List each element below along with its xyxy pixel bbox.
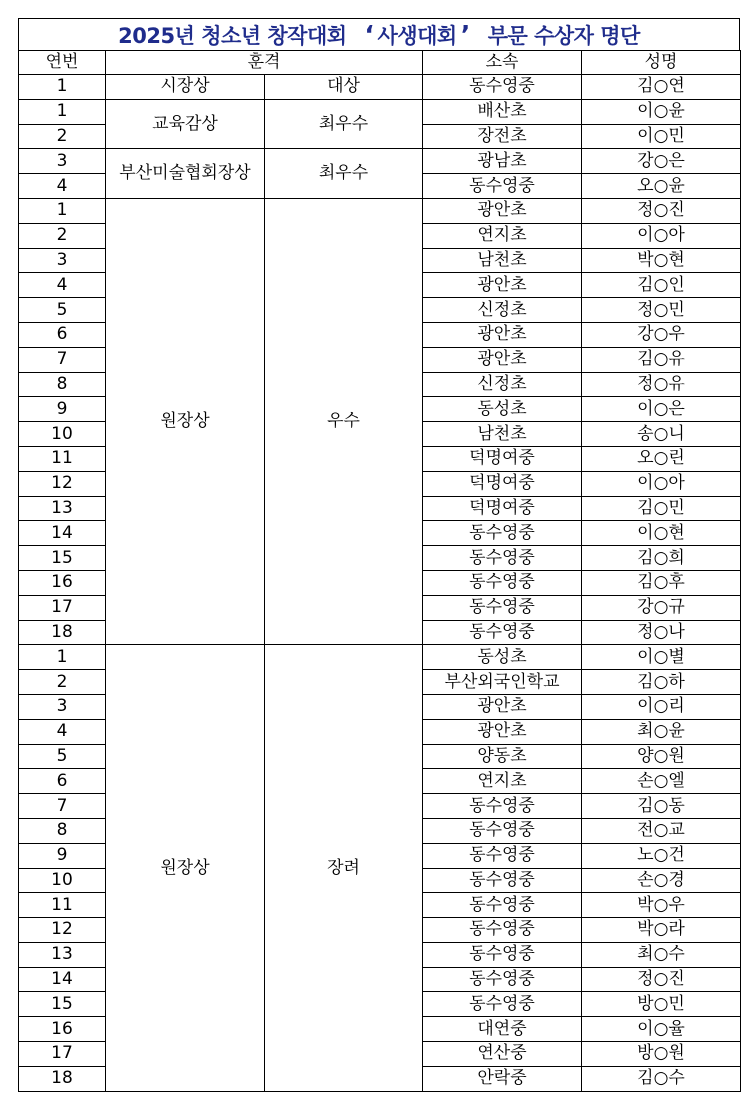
row-number: 13: [19, 942, 106, 967]
award-grade: 장려: [265, 645, 423, 1091]
table-row: [19, 75, 741, 100]
row-number: 6: [19, 769, 106, 794]
school-cell: 대연중: [423, 1017, 582, 1042]
name-cell: 정○유: [582, 372, 741, 397]
name-cell: 이○윤: [582, 99, 741, 124]
school-cell: 덕명여중: [423, 446, 582, 471]
award-title: 부산미술협회장상: [106, 149, 265, 199]
header-number: 연번: [19, 51, 106, 75]
row-number: 3: [19, 694, 106, 719]
name-cell: 김○민: [582, 496, 741, 521]
row-number: 4: [19, 273, 106, 298]
header-school: 소속: [423, 51, 582, 75]
title-quote-close: ’: [460, 20, 470, 49]
name-cell: 정○민: [582, 298, 741, 323]
award-title: 원장상: [106, 198, 265, 644]
school-cell: 덕명여중: [423, 471, 582, 496]
school-cell: 광안초: [423, 347, 582, 372]
row-number: 14: [19, 521, 106, 546]
row-number: 16: [19, 1017, 106, 1042]
school-cell: 동수영중: [423, 174, 582, 199]
award-grade: 대상: [265, 75, 423, 100]
name-cell: 김○연: [582, 75, 741, 100]
school-cell: 신정초: [423, 372, 582, 397]
name-cell: 이○은: [582, 397, 741, 422]
name-cell: 전○교: [582, 818, 741, 843]
school-cell: 동수영중: [423, 843, 582, 868]
school-cell: 동수영중: [423, 75, 582, 100]
award-grade: 최우수: [265, 99, 423, 149]
name-cell: 박○우: [582, 893, 741, 918]
row-number: 8: [19, 372, 106, 397]
school-cell: 동수영중: [423, 546, 582, 571]
row-number: 7: [19, 347, 106, 372]
name-cell: 김○동: [582, 794, 741, 819]
header-name: 성명: [582, 51, 741, 75]
row-number: 1: [19, 645, 106, 670]
name-cell: 이○민: [582, 124, 741, 149]
row-number: 1: [19, 75, 106, 100]
row-number: 16: [19, 570, 106, 595]
name-cell: 이○현: [582, 521, 741, 546]
school-cell: 부산외국인학교: [423, 670, 582, 695]
name-cell: 양○원: [582, 744, 741, 769]
row-number: 15: [19, 992, 106, 1017]
header-row: [19, 51, 741, 75]
school-cell: 광안초: [423, 273, 582, 298]
table-row: [19, 99, 741, 124]
row-number: 4: [19, 719, 106, 744]
school-cell: 신정초: [423, 298, 582, 323]
row-number: 5: [19, 298, 106, 323]
page-title: [18, 18, 740, 50]
name-cell: 강○우: [582, 322, 741, 347]
name-cell: 이○아: [582, 471, 741, 496]
name-cell: 오○린: [582, 446, 741, 471]
name-cell: 정○나: [582, 620, 741, 645]
award-grade: 우수: [265, 198, 423, 644]
name-cell: 김○후: [582, 570, 741, 595]
row-number: 1: [19, 198, 106, 223]
row-number: 18: [19, 620, 106, 645]
name-cell: 방○민: [582, 992, 741, 1017]
school-cell: 동수영중: [423, 794, 582, 819]
school-cell: 동수영중: [423, 942, 582, 967]
row-number: 11: [19, 446, 106, 471]
document: [18, 18, 740, 1092]
row-number: 18: [19, 1066, 106, 1091]
award-title: 교육감상: [106, 99, 265, 149]
row-number: 9: [19, 843, 106, 868]
row-number: 2: [19, 670, 106, 695]
row-number: 14: [19, 967, 106, 992]
row-number: 10: [19, 422, 106, 447]
award-grade: 최우수: [265, 149, 423, 199]
name-cell: 최○수: [582, 942, 741, 967]
name-cell: 손○경: [582, 868, 741, 893]
school-cell: 남천초: [423, 248, 582, 273]
school-cell: 양동초: [423, 744, 582, 769]
row-number: 4: [19, 174, 106, 199]
name-cell: 이○아: [582, 223, 741, 248]
title-suffix: 부문 수상자 명단: [487, 23, 640, 48]
name-cell: 이○별: [582, 645, 741, 670]
row-number: 9: [19, 397, 106, 422]
school-cell: 광남초: [423, 149, 582, 174]
school-cell: 동수영중: [423, 992, 582, 1017]
title-event: 사생대회: [377, 23, 457, 48]
school-cell: 동수영중: [423, 868, 582, 893]
school-cell: 안락중: [423, 1066, 582, 1091]
school-cell: 동수영중: [423, 918, 582, 943]
school-cell: 연지초: [423, 223, 582, 248]
school-cell: 광안초: [423, 322, 582, 347]
row-number: 11: [19, 893, 106, 918]
school-cell: 장전초: [423, 124, 582, 149]
name-cell: 노○건: [582, 843, 741, 868]
school-cell: 동수영중: [423, 521, 582, 546]
school-cell: 동수영중: [423, 818, 582, 843]
row-number: 1: [19, 99, 106, 124]
school-cell: 동수영중: [423, 893, 582, 918]
award-title: 시장상: [106, 75, 265, 100]
table-body: [19, 75, 741, 1092]
name-cell: 강○규: [582, 595, 741, 620]
school-cell: 덕명여중: [423, 496, 582, 521]
name-cell: 김○인: [582, 273, 741, 298]
name-cell: 박○현: [582, 248, 741, 273]
school-cell: 광안초: [423, 719, 582, 744]
school-cell: 동수영중: [423, 570, 582, 595]
name-cell: 강○은: [582, 149, 741, 174]
school-cell: 동수영중: [423, 595, 582, 620]
row-number: 5: [19, 744, 106, 769]
school-cell: 동성초: [423, 645, 582, 670]
school-cell: 연산중: [423, 1042, 582, 1067]
title-quote-open: ‘: [364, 20, 374, 49]
row-number: 17: [19, 1042, 106, 1067]
school-cell: 동수영중: [423, 967, 582, 992]
table-row: [19, 645, 741, 670]
name-cell: 송○니: [582, 422, 741, 447]
table-row: [19, 198, 741, 223]
header-award: 훈격: [106, 51, 423, 75]
row-number: 12: [19, 471, 106, 496]
name-cell: 오○윤: [582, 174, 741, 199]
school-cell: 남천초: [423, 422, 582, 447]
row-number: 17: [19, 595, 106, 620]
name-cell: 정○진: [582, 967, 741, 992]
row-number: 3: [19, 149, 106, 174]
name-cell: 최○윤: [582, 719, 741, 744]
name-cell: 이○율: [582, 1017, 741, 1042]
school-cell: 연지초: [423, 769, 582, 794]
name-cell: 김○하: [582, 670, 741, 695]
award-title: 원장상: [106, 645, 265, 1091]
school-cell: 동성초: [423, 397, 582, 422]
row-number: 15: [19, 546, 106, 571]
school-cell: 동수영중: [423, 620, 582, 645]
row-number: 13: [19, 496, 106, 521]
title-prefix: 2025년 청소년 창작대회: [118, 23, 347, 48]
row-number: 3: [19, 248, 106, 273]
name-cell: 김○희: [582, 546, 741, 571]
name-cell: 박○라: [582, 918, 741, 943]
school-cell: 광안초: [423, 198, 582, 223]
winners-table: [18, 50, 741, 1092]
name-cell: 김○유: [582, 347, 741, 372]
row-number: 12: [19, 918, 106, 943]
name-cell: 정○진: [582, 198, 741, 223]
name-cell: 김○수: [582, 1066, 741, 1091]
row-number: 8: [19, 818, 106, 843]
row-number: 7: [19, 794, 106, 819]
name-cell: 이○리: [582, 694, 741, 719]
row-number: 2: [19, 223, 106, 248]
row-number: 6: [19, 322, 106, 347]
row-number: 2: [19, 124, 106, 149]
row-number: 10: [19, 868, 106, 893]
school-cell: 광안초: [423, 694, 582, 719]
table-row: [19, 149, 741, 174]
name-cell: 방○원: [582, 1042, 741, 1067]
name-cell: 손○엘: [582, 769, 741, 794]
school-cell: 배산초: [423, 99, 582, 124]
